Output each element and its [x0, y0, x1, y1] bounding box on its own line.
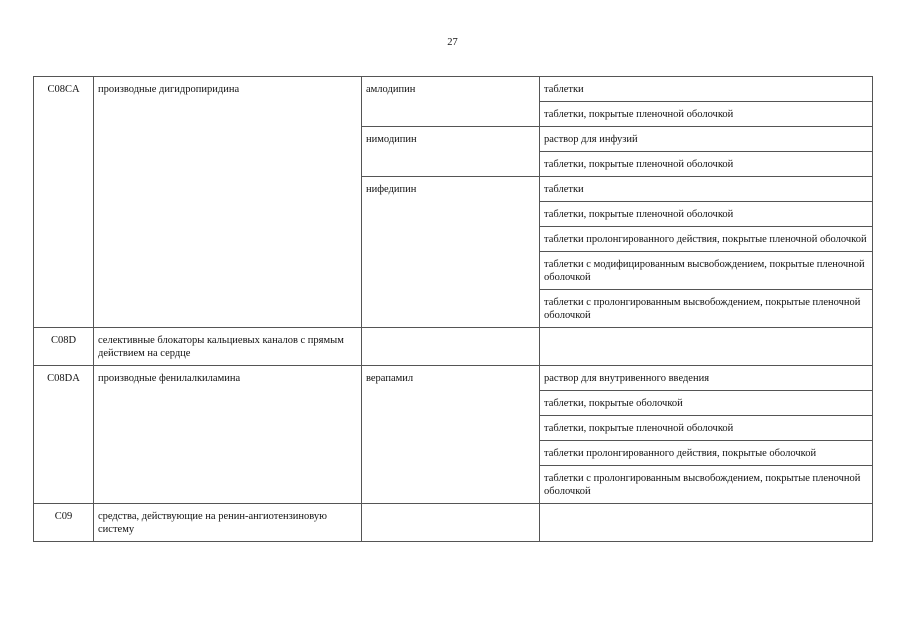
atc-code: C08DA [34, 366, 94, 504]
dosage-form [540, 328, 873, 366]
atc-code: C08CA [34, 77, 94, 328]
pharmacological-group: средства, действующие на ренин-ангиотензиновую систему [94, 504, 362, 542]
dosage-form: таблетки, покрытые пленочной оболочкой [540, 202, 873, 227]
drug-classification-table [33, 76, 873, 542]
drug-name: нимодипин [362, 127, 540, 177]
dosage-form [540, 504, 873, 542]
dosage-form: таблетки, покрытые пленочной оболочкой [540, 152, 873, 177]
pharmacological-group: селективные блокаторы кальциевых каналов с прямым действием на сердце [94, 328, 362, 366]
pharmacological-group: производные фенилалкиламина [94, 366, 362, 504]
dosage-form: таблетки с пролонгированным высвобождением, покрытые пленочной оболочкой [540, 290, 873, 328]
dosage-form: раствор для внутривенного введения [540, 366, 873, 391]
dosage-form: таблетки [540, 77, 873, 102]
dosage-form: таблетки [540, 177, 873, 202]
atc-code: C08D [34, 328, 94, 366]
dosage-form: таблетки пролонгированного действия, покрытые пленочной оболочкой [540, 227, 873, 252]
dosage-form: таблетки, покрытые пленочной оболочкой [540, 416, 873, 441]
dosage-form: таблетки с пролонгированным высвобождением, покрытые пленочной оболочкой [540, 466, 873, 504]
drug-name: верапамил [362, 366, 540, 504]
dosage-form: таблетки, покрытые пленочной оболочкой [540, 102, 873, 127]
dosage-form: таблетки, покрытые оболочкой [540, 391, 873, 416]
dosage-form: раствор для инфузий [540, 127, 873, 152]
table-row [34, 328, 873, 366]
dosage-form: таблетки с модифицированным высвобождением, покрытые пленочной оболочкой [540, 252, 873, 290]
table-row [34, 77, 873, 102]
drug-name [362, 504, 540, 542]
page-number: 27 [447, 37, 458, 48]
drug-name: нифедипин [362, 177, 540, 328]
drug-name: амлодипин [362, 77, 540, 127]
drug-name [362, 328, 540, 366]
table-row [34, 504, 873, 542]
dosage-form: таблетки пролонгированного действия, покрытые оболочкой [540, 441, 873, 466]
pharmacological-group: производные дигидропиридина [94, 77, 362, 328]
table-row [34, 366, 873, 391]
atc-code: C09 [34, 504, 94, 542]
